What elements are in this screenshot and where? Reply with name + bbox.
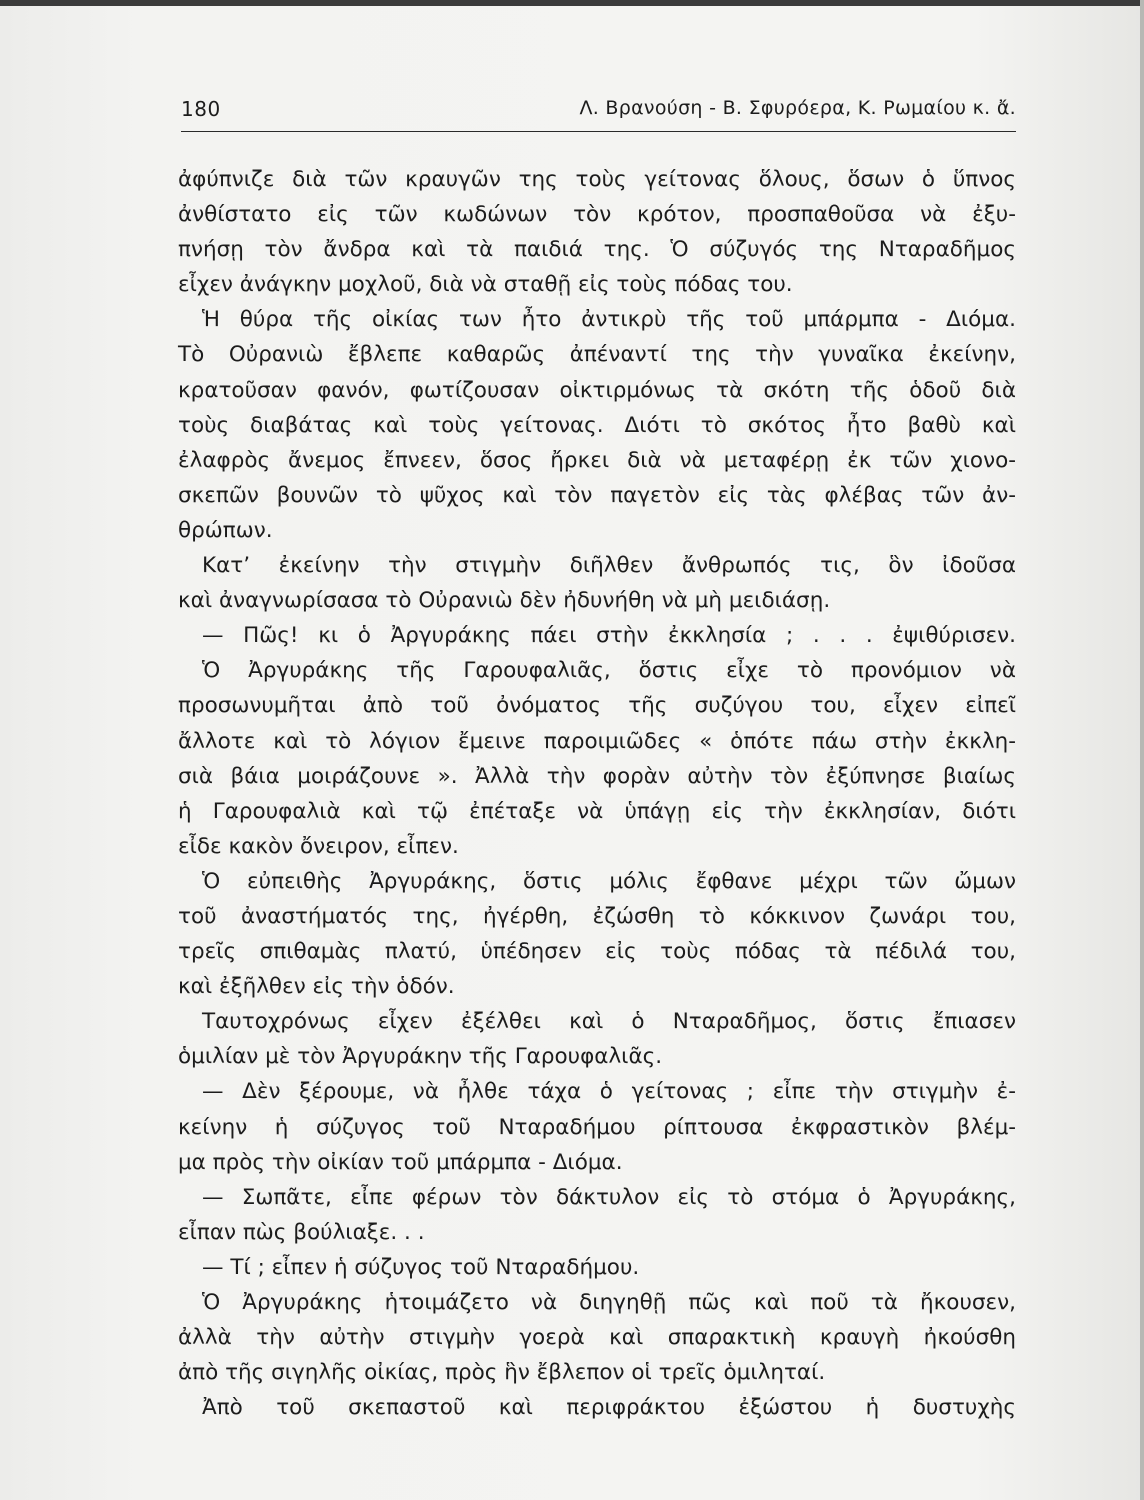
- text-line: τοῦ ἀναστήματός της, ἠγέρθη, ἐζώσθη τὸ κόκκινον ζωνάρι του,: [178, 903, 1016, 929]
- text-line: τρεῖς σπιθαμὰς πλατύ, ὑπέδησεν εἰς τοὺς πόδας τὰ πέδιλά του,: [178, 939, 1016, 965]
- text-line: προσωνυμῆται ἀπὸ τοῦ ὀνόματος τῆς συζύγου του, εἶχεν εἰπεῖ: [178, 693, 1016, 719]
- text-line: — Πῶς! κι ὁ Ἀργυράκης πάει στὴν ἐκκλησία ; . . . ἐψιθύρισεν.: [202, 623, 1016, 649]
- text-line: ὁμιλίαν μὲ τὸν Ἀργυράκην τῆς Γαρουφαλιᾶς.: [178, 1044, 663, 1070]
- page-header: [181, 95, 1016, 132]
- text-line: Ἡ θύρα τῆς οἰκίας των ἦτο ἀντικρὺ τῆς τοῦ μπάρμπα - Διόμα.: [202, 307, 1016, 333]
- text-line: ἡ Γαρουφαλιὰ καὶ τῷ ἐπέταξε νὰ ὑπάγῃ εἰς τὴν ἐκκλησίαν, διότι: [178, 798, 1016, 824]
- text-line: Ταυτοχρόνως εἶχεν ἐξέλθει καὶ ὁ Νταραδῆμος, ὅστις ἔπιασεν: [202, 1009, 1016, 1035]
- text-line: καὶ ἀναγνωρίσασα τὸ Οὐρανιὼ δὲν ἠδυνήθη νὰ μὴ μειδιάσῃ.: [178, 588, 831, 614]
- text-line: ἀπὸ τῆς σιγηλῆς οἰκίας, πρὸς ἣν ἔβλεπον οἱ τρεῖς ὁμιληταί.: [178, 1360, 826, 1386]
- text-line: ἀνθίστατο εἰς τῶν κωδώνων τὸν κρότον, προσπαθοῦσα νὰ ἐξυ-: [178, 202, 1016, 228]
- text-line: κρατοῦσαν φανόν, φωτίζουσαν οἰκτιρμόνως τὰ σκότη τῆς ὁδοῦ διὰ: [178, 377, 1016, 403]
- text-line: ἄλλοτε καὶ τὸ λόγιον ἔμεινε παροιμιῶδες « ὁπότε πάω στὴν ἐκκλη-: [178, 728, 1016, 754]
- text-line: Ἀπὸ τοῦ σκεπαστοῦ καὶ περιφράκτου ἐξώστου ἡ δυστυχὴς: [202, 1395, 1016, 1421]
- text-line: Ὁ εὐπειθὴς Ἀργυράκης, ὅστις μόλις ἔφθανε μέχρι τῶν ὤμων: [202, 868, 1016, 894]
- body-text: [178, 162, 1016, 1425]
- text-line: σκεπῶν βουνῶν τὸ ψῦχος καὶ τὸν παγετὸν εἰς τὰς φλέβας τῶν ἀν-: [178, 482, 1016, 508]
- text-line: εἶπαν πὼς βούλιαξε. . .: [178, 1219, 425, 1245]
- page-top-shadow: [0, 0, 1144, 6]
- text-line: θρώπων.: [178, 517, 273, 543]
- text-line: — Σωπᾶτε, εἶπε φέρων τὸν δάκτυλον εἰς τὸ στόμα ὁ Ἀργυράκης,: [202, 1184, 1016, 1210]
- text-line: — Τί ; εἶπεν ἡ σύζυγος τοῦ Νταραδήμου.: [202, 1254, 640, 1280]
- running-head: Λ. Βρανούση - Β. Σφυρόερα, Κ. Ρωμαίου κ. ἄ.: [579, 97, 1016, 119]
- text-line: καὶ ἐξῆλθεν εἰς τὴν ὁδόν.: [178, 974, 455, 1000]
- text-line: κείνην ἡ σύζυγος τοῦ Νταραδήμου ρίπτουσα ἐκφραστικὸν βλέμ-: [178, 1114, 1016, 1140]
- text-line: Ὁ Ἀργυράκης ἡτοιμάζετο νὰ διηγηθῇ πῶς καὶ ποῦ τὰ ἤκουσεν,: [202, 1290, 1016, 1315]
- text-line: ἀφύπνιζε διὰ τῶν κραυγῶν της τοὺς γείτονας ὅλους, ὅσων ὁ ὕπνος: [178, 167, 1016, 192]
- text-line: τοὺς διαβάτας καὶ τοὺς γείτονας. Διότι τὸ σκότος ἦτο βαθὺ καὶ: [178, 412, 1016, 438]
- text-line: εἶχεν ἀνάγκην μοχλοῦ, διὰ νὰ σταθῇ εἰς τοὺς πόδας του.: [178, 272, 793, 298]
- text-line: πνήσῃ τὸν ἄνδρα καὶ τὰ παιδιά της. Ὁ σύζυγός της Νταραδῆμος: [178, 237, 1016, 263]
- text-line: Τὸ Οὐρανιὼ ἔβλεπε καθαρῶς ἀπέναντί της τὴν γυναῖκα ἐκείνην,: [178, 342, 1016, 368]
- text-line: σιὰ βάια μοιράζουνε ». Ἀλλὰ τὴν φορὰν αὐτὴν τὸν ἐξύπνησε βιαίως: [178, 763, 1016, 789]
- page-number: 180: [181, 97, 221, 121]
- page-right-edge: [1140, 0, 1144, 1500]
- text-line: μα πρὸς τὴν οἰκίαν τοῦ μπάρμπα - Διόμα.: [178, 1149, 623, 1175]
- text-line: Κατ’ ἐκείνην τὴν στιγμὴν διῆλθεν ἄνθρωπός τις, ὃν ἰδοῦσα: [202, 553, 1016, 579]
- text-line: εἶδε κακὸν ὄνειρον, εἶπεν.: [178, 833, 459, 859]
- text-line: ἐλαφρὸς ἄνεμος ἔπνεεν, ὅσος ἤρκει διὰ νὰ μεταφέρῃ ἐκ τῶν χιονο-: [178, 447, 1016, 473]
- text-line: Ὁ Ἀργυράκης τῆς Γαρουφαλιᾶς, ὅστις εἶχε τὸ προνόμιον νὰ: [202, 658, 1016, 684]
- text-line: ἀλλὰ τὴν αὐτὴν στιγμὴν γοερὰ καὶ σπαρακτικὴ κραυγὴ ἠκούσθη: [178, 1325, 1016, 1351]
- text-line: — Δὲν ξέρουμε, νὰ ἦλθε τάχα ὁ γείτονας ; εἶπε τὴν στιγμὴν ἐ-: [202, 1079, 1016, 1105]
